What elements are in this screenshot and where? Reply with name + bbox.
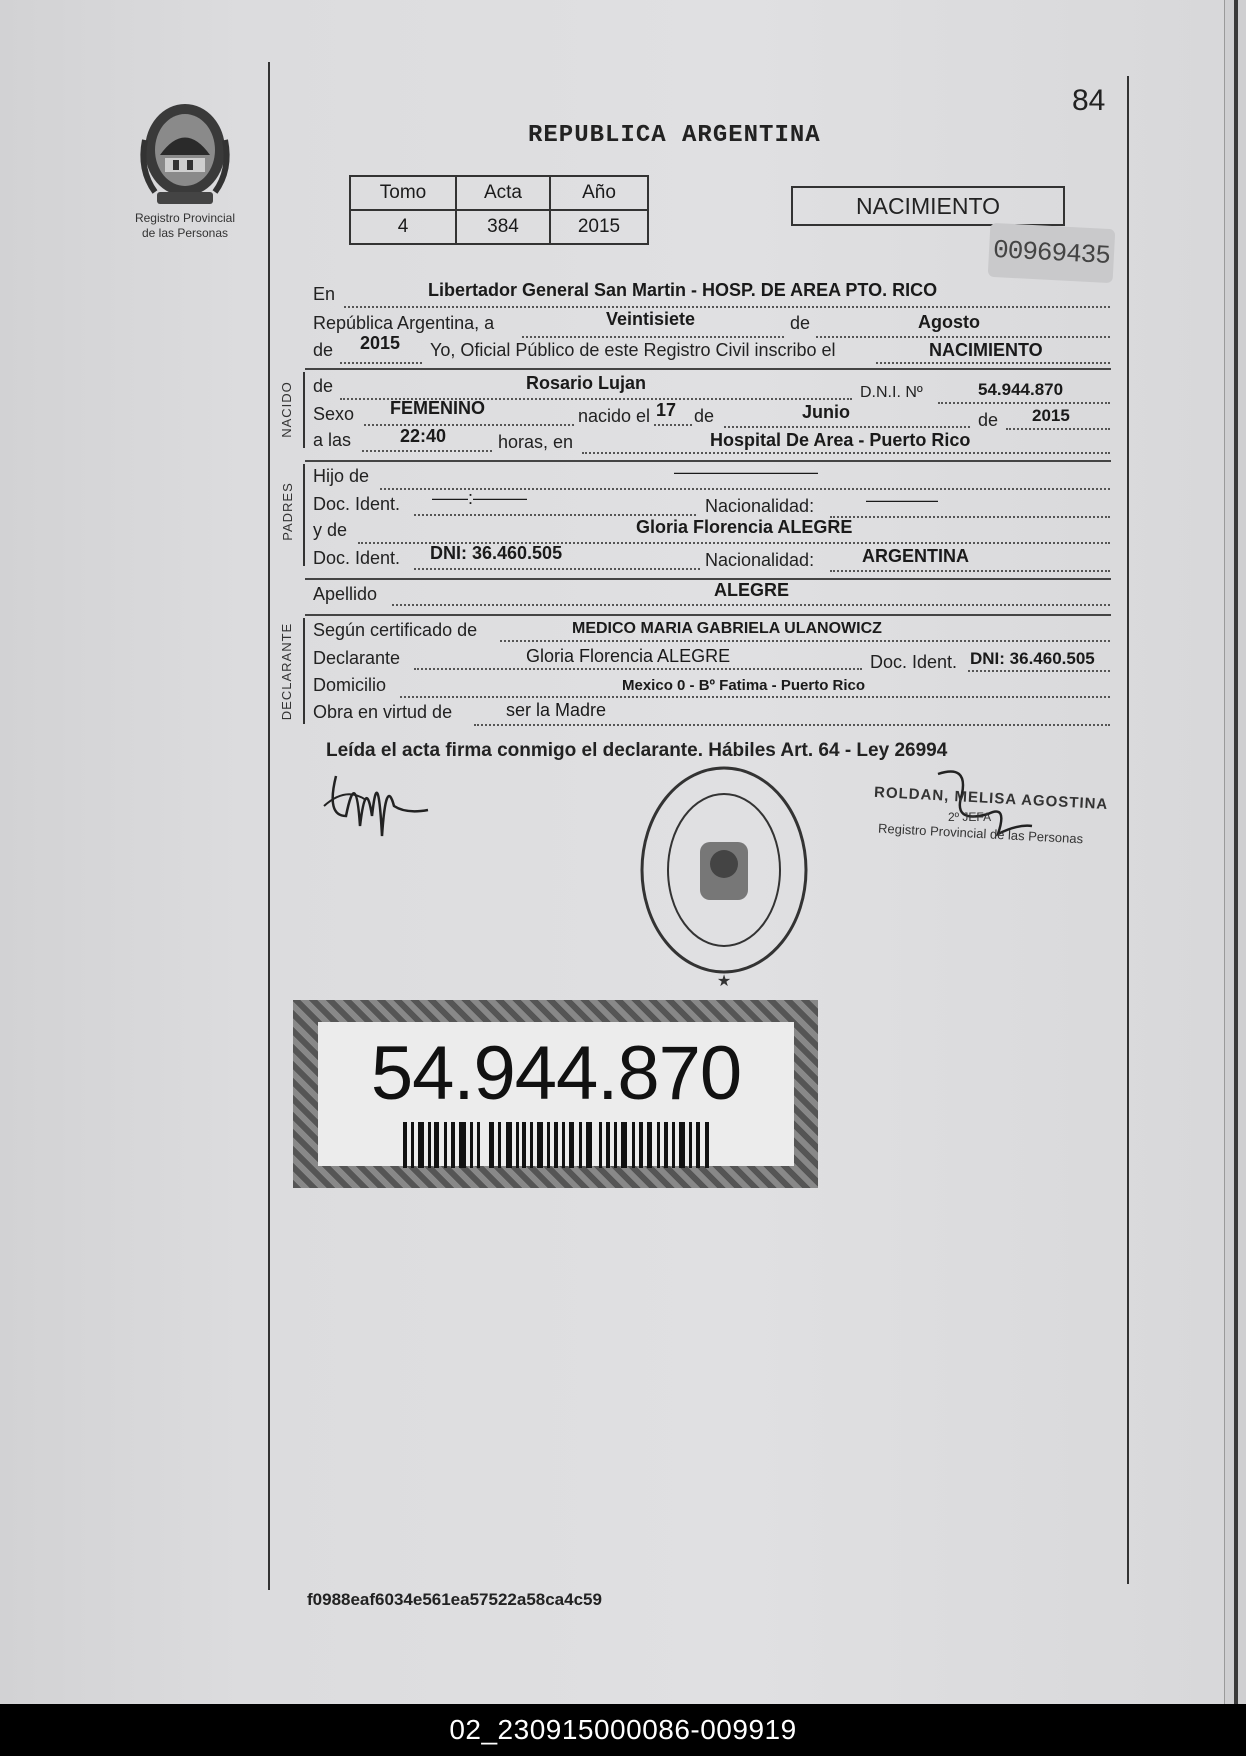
value-mes-nac: Junio [802,402,850,422]
label-hijo-de: Hijo de [313,466,370,486]
label-a-las: a las [313,430,352,450]
register-table-value-row [350,210,648,244]
value-lugar-nac: Hospital De Area - Puerto Rico [710,430,971,450]
document-hash: f0988eaf6034e561ea57522a58ca4c59 [307,1590,602,1609]
dotted-line [1006,428,1110,430]
section-separator [305,578,1111,580]
value-domicilio: Mexico 0 - Bº Fatima - Puerto Rico [622,677,866,694]
dotted-line [522,336,784,338]
side-label-declarante: DECLARANTE [279,622,295,721]
section-bracket [303,372,305,448]
value-acto: NACIMIENTO [929,340,1043,360]
label-y-de: y de [313,520,348,540]
barcode-number: 54.944.870 [370,1031,742,1116]
label-en: En [313,284,336,304]
label-domicilio: Domicilio [313,675,387,695]
dotted-line [414,514,696,516]
value-obra: ser la Madre [506,700,607,720]
value-declarante-doc: DNI: 36.460.505 [970,649,1095,668]
section-bracket [303,618,305,724]
label-dni: D.N.I. Nº [860,384,923,401]
label-yo-oficial: Yo, Oficial Público de este Registro Civil inscribo el [430,340,836,360]
page-number: 84 [1072,84,1106,117]
officer-role: 2º JEFA [948,810,992,824]
side-label-padres: PADRES [279,482,295,541]
value-lugar: Libertador General San Martin - HOSP. DE AREA PTO. RICO [428,280,938,300]
label-doc-ident-padre: Doc. Ident. [313,494,401,514]
dotted-line [362,450,492,452]
coat-of-arms-icon [135,100,235,210]
label-sexo: Sexo [313,404,355,424]
dotted-line [364,424,574,426]
label-nacido-el: nacido el [578,406,651,426]
value-dni: 54.944.870 [978,380,1064,399]
dotted-line [474,724,1110,726]
register-header-acta: Acta [456,176,550,210]
label-declarante: Declarante [313,648,401,668]
value-dia: Veintisiete [606,309,696,329]
label-nacionalidad-madre: Nacionalidad: [705,550,815,570]
side-label-nacido: NACIDO [278,381,294,438]
value-madre-doc: DNI: 36.460.505 [430,543,563,563]
label-de-anio: de [313,340,334,360]
register-table [349,175,649,245]
dotted-line [582,452,1110,454]
register-value-acta: 384 [456,210,550,244]
province-logo [120,100,250,240]
label-nacionalidad-padre: Nacionalidad: [705,496,815,516]
value-padre: ———————— [674,462,818,482]
serial-stamp: 00969435 [988,223,1116,283]
value-anio: 2015 [360,333,401,353]
value-anio-nac: 2015 [1032,406,1070,425]
barcode-label [293,1000,818,1188]
value-hora: 22:40 [400,426,447,446]
dotted-line [654,424,692,426]
register-value-anio: 2015 [550,210,648,244]
logo-caption-1: Registro Provincial [134,211,236,225]
declarant-signature [316,756,436,856]
section-separator [305,614,1111,616]
dotted-line [938,402,1110,404]
register-value-tomo: 4 [350,210,456,244]
closing-statement: Leída el acta firma conmigo el declarante. Hábiles Art. 64 - Ley 26994 [326,740,948,761]
record-type-box: NACIMIENTO [791,186,1065,226]
scan-id-bar: 02_230915000086-009919 [0,1704,1246,1756]
svg-text:★: ★ [716,973,732,990]
officer-name: ROLDAN, MELISA AGOSTINA [873,783,1109,814]
label-doc-ident-madre: Doc. Ident. [313,548,401,568]
officer-office: Registro Provincial de las Personas [877,820,1084,847]
label-de-mes-nac: de [694,406,715,426]
value-nombre: Rosario Lujan [526,373,647,393]
value-dia-nac: 17 [656,400,677,420]
dotted-line [344,306,1110,308]
section-separator [305,368,1111,370]
value-declarante: Gloria Florencia ALEGRE [526,646,731,666]
section-bracket [303,464,305,566]
official-seal [634,760,814,990]
value-apellido: ALEGRE [714,580,790,600]
value-sexo: FEMENINO [390,398,486,418]
label-segun-certificado: Según certificado de [313,620,478,640]
value-padre-doc: ——:——— [432,488,528,508]
dotted-line [968,670,1110,672]
register-header-tomo: Tomo [350,176,456,210]
dotted-line [400,696,1110,698]
register-table-header-row [350,176,648,210]
value-certificado: MEDICO MARIA GABRIELA ULANOWICZ [572,620,882,637]
label-apellido: Apellido [313,584,378,604]
dotted-line [816,336,1110,338]
logo-caption-2: de las Personas [141,226,229,240]
label-horas-en: horas, en [498,432,574,452]
country-title: REPUBLICA ARGENTINA [528,122,821,149]
value-padre-nac: ———— [866,490,938,510]
dotted-line [414,668,862,670]
dotted-line [724,426,970,428]
label-de-anio-nac: de [978,410,999,430]
label-republica: República Argentina, a [313,313,495,333]
label-obra: Obra en virtud de [313,702,453,722]
left-margin-line [268,62,270,1590]
barcode-panel [318,1022,794,1166]
value-mes: Agosto [918,312,980,332]
dotted-line [392,604,1110,606]
right-margin-line [1127,76,1129,1584]
dotted-line [414,568,700,570]
dotted-line [830,570,1110,572]
dotted-line [500,640,1110,642]
label-de-mes: de [790,313,811,333]
label-de-nombre: de [313,376,334,396]
page-edge-shadow [1234,0,1238,1704]
dotted-line [876,362,1110,364]
label-doc-ident-declarante: Doc. Ident. [870,652,958,672]
dotted-line [340,362,422,364]
dotted-line [830,516,1110,518]
value-madre: Gloria Florencia ALEGRE [636,517,853,537]
value-madre-nac: ARGENTINA [862,546,969,566]
register-header-anio: Año [550,176,648,210]
barcode-icon [403,1122,713,1168]
